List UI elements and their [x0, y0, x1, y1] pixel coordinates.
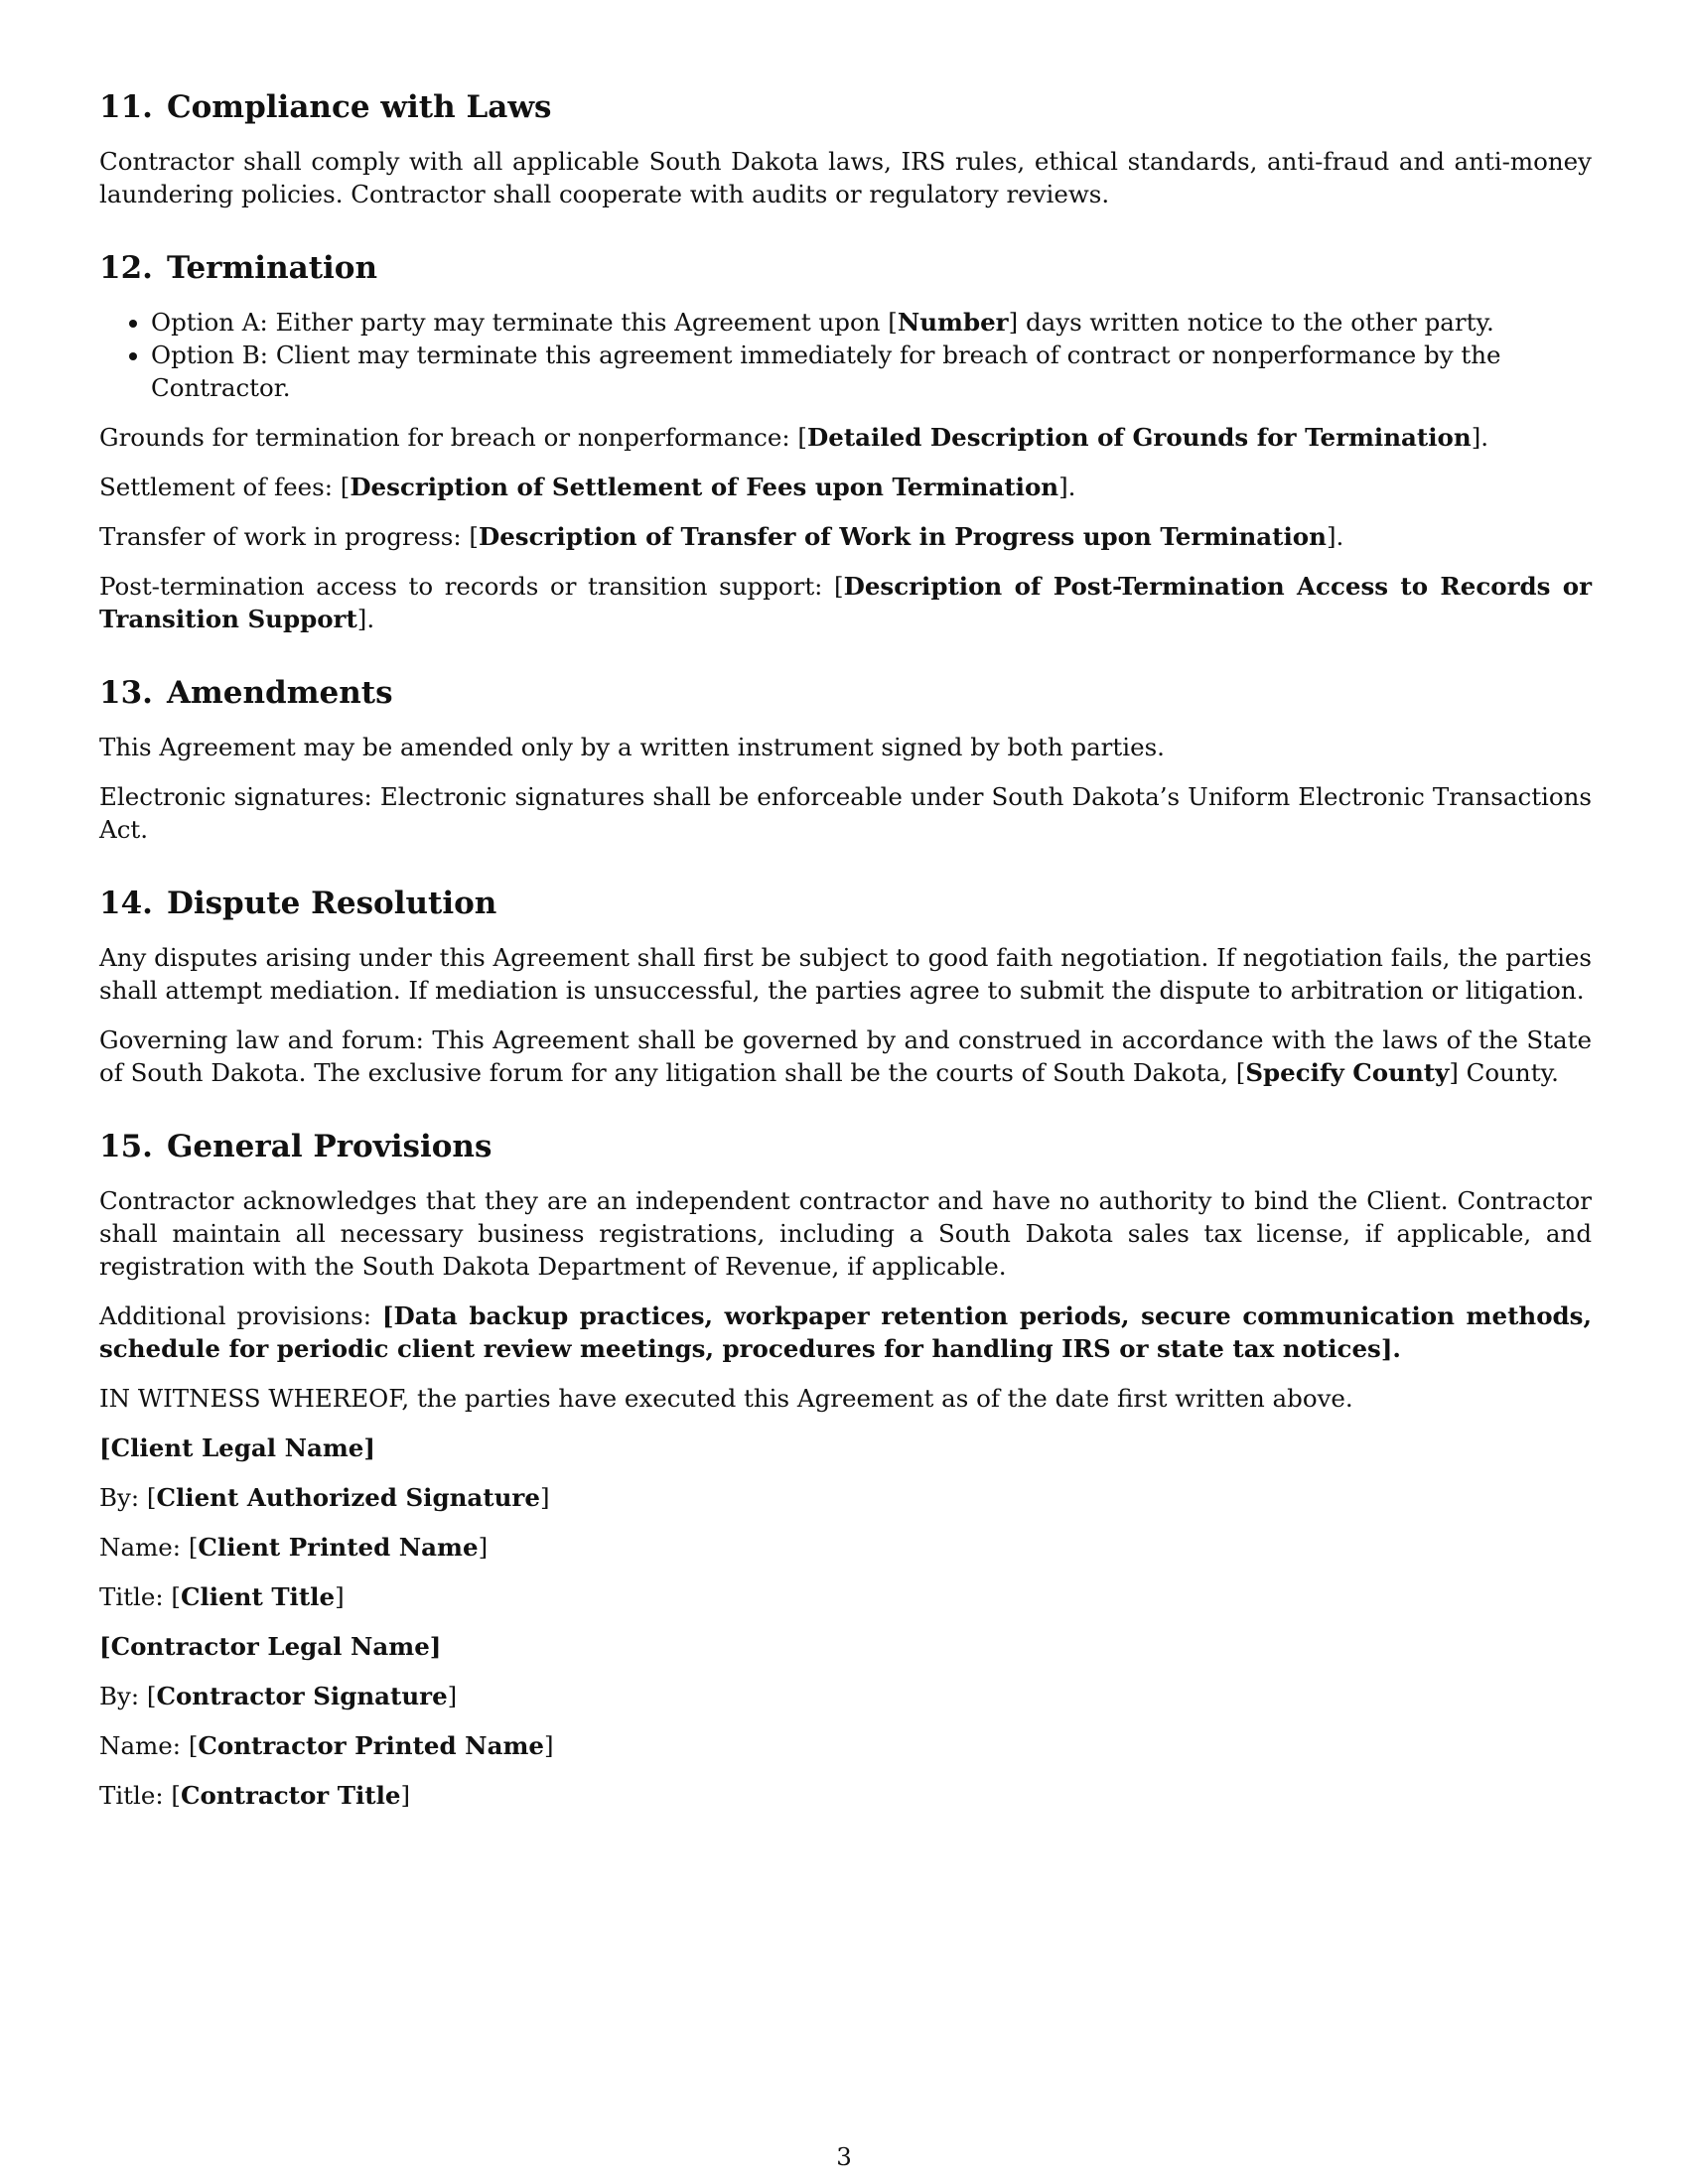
label: Name: [ [99, 1533, 199, 1562]
client-title-line [99, 1580, 1592, 1613]
paragraph-transfer [99, 520, 1592, 553]
section-dispute-resolution [99, 884, 1592, 1089]
text-run: ]. [1058, 473, 1076, 501]
paragraph: Any disputes arising under this Agreement shall first be subject to good faith negotiation. If negotiation fails, the parties shall attempt mediation. If mediation is unsuccessful, the parties agree to submit the dispute to arbitration or litigation. [99, 943, 1592, 1005]
placeholder-client-printed-name: Client Printed Name [198, 1533, 479, 1562]
label: By: [ [99, 1682, 157, 1710]
placeholder-post-termination: Description of Post-Termination Access to Records or Transition Support [99, 572, 1593, 633]
text-run: Grounds for termination for breach or nonperformance: [ [99, 423, 807, 452]
text-run: ] [543, 1731, 554, 1760]
list-item-option-b: • Option B: Client may terminate this agreement immediately for breach of contract or nonperformance by the Contractor. [151, 339, 1592, 404]
text-run: Post-termination access to records or transition support: [ [99, 572, 844, 601]
text-run: ]. [1471, 423, 1489, 452]
section-title: Termination [166, 250, 378, 286]
placeholder-client-signature: Client Authorized Signature [156, 1483, 540, 1512]
termination-options-list [99, 306, 1592, 404]
placeholder-county: Specify County [1245, 1058, 1450, 1087]
text-run: Governing law and forum: This Agreement shall be governed by and construed in accordance with the laws of the State of South Dakota. The exclusive forum for any litigation shall be the courts of South Dakota, [ [99, 1025, 1592, 1087]
section-heading [99, 248, 1592, 288]
text-run: Transfer of work in progress: [ [99, 522, 479, 551]
section-title: Compliance with Laws [166, 89, 552, 125]
label: Title: [ [99, 1582, 181, 1611]
placeholder-additional-provisions: [Data backup practices, workpaper retention periods, secure communication methods, schedule for periodic client review meetings, procedures for handling IRS or state tax notices]. [99, 1301, 1592, 1363]
text-run: ] County. [1449, 1058, 1559, 1087]
section-amendments [99, 673, 1592, 846]
placeholder-client-legal-name: [Client Legal Name] [99, 1433, 375, 1462]
text-run: ] [478, 1533, 489, 1562]
client-by-line [99, 1481, 1592, 1514]
label: Name: [ [99, 1731, 199, 1760]
contractor-title-line [99, 1779, 1592, 1812]
section-heading [99, 87, 1592, 127]
page-number: 3 [836, 2142, 852, 2171]
label: By: [ [99, 1483, 157, 1512]
section-general-provisions [99, 1127, 1592, 1812]
paragraph-settlement [99, 471, 1592, 503]
placeholder-contractor-signature: Contractor Signature [156, 1682, 448, 1710]
placeholder-grounds: Detailed Description of Grounds for Termination [807, 423, 1472, 452]
section-title: Dispute Resolution [166, 886, 497, 921]
witness-clause: IN WITNESS WHEREOF, the parties have executed this Agreement as of the date first written above. [99, 1384, 1353, 1413]
placeholder-transfer: Description of Transfer of Work in Progress upon Termination [478, 522, 1327, 551]
contractor-by-line [99, 1680, 1592, 1712]
placeholder-contractor-title: Contractor Title [180, 1781, 401, 1810]
section-number: 15. [99, 1129, 153, 1164]
paragraph: Electronic signatures: Electronic signatures shall be enforceable under South Dakota’s Uniform Electronic Transactions Act. [99, 782, 1592, 844]
client-legal-name [99, 1432, 1592, 1464]
section-title: General Provisions [166, 1129, 492, 1164]
text-run: ]. [1326, 522, 1344, 551]
paragraph-additional-provisions [99, 1299, 1592, 1365]
paragraph: Contractor shall comply with all applicable South Dakota laws, IRS rules, ethical standards, anti-fraud and anti-money laundering policies. Contractor shall cooperate with audits or regulatory reviews. [99, 147, 1592, 208]
contractor-name-line [99, 1729, 1592, 1762]
document-body [99, 87, 1592, 1849]
paragraph-governing-law [99, 1024, 1592, 1089]
section-heading [99, 884, 1592, 923]
label: Title: [ [99, 1781, 181, 1810]
section-heading [99, 1127, 1592, 1166]
section-compliance-with-laws [99, 87, 1592, 210]
section-number: 12. [99, 250, 153, 286]
placeholder-contractor-legal-name: [Contractor Legal Name] [99, 1632, 442, 1661]
section-number: 13. [99, 675, 153, 711]
text-run: Option A: Either party may terminate this Agreement upon [ [151, 308, 898, 337]
placeholder-number: Number [897, 308, 1009, 337]
text-run: ] [539, 1483, 550, 1512]
text-run: ] days written notice to the other party. [1008, 308, 1494, 337]
paragraph-grounds [99, 421, 1592, 454]
text-run: ]. [356, 605, 375, 633]
section-number: 14. [99, 886, 153, 921]
text-run: ] [447, 1682, 458, 1710]
text-run: Settlement of fees: [ [99, 473, 351, 501]
section-termination [99, 248, 1592, 635]
section-number: 11. [99, 89, 153, 125]
section-title: Amendments [166, 675, 393, 711]
placeholder-contractor-printed-name: Contractor Printed Name [198, 1731, 544, 1760]
placeholder-settlement: Description of Settlement of Fees upon Termination [350, 473, 1059, 501]
paragraph: Contractor acknowledges that they are an independent contractor and have no authority to bind the Client. Contractor shall maintain all necessary business registrations, including a South Dakota sales tax license, if applicable, and registration with the South Dakota Department of Revenue, if applicable. [99, 1186, 1592, 1281]
signature-block [99, 1432, 1592, 1812]
client-name-line [99, 1531, 1592, 1564]
paragraph-post-termination [99, 570, 1592, 635]
contractor-legal-name [99, 1630, 1592, 1663]
text-run: Additional provisions: [99, 1301, 382, 1330]
paragraph: This Agreement may be amended only by a written instrument signed by both parties. [99, 733, 1165, 761]
text-run: ] [335, 1582, 345, 1611]
placeholder-client-title: Client Title [180, 1582, 336, 1611]
text-run: ] [400, 1781, 411, 1810]
section-heading [99, 673, 1592, 713]
list-item-option-a [151, 306, 1592, 339]
